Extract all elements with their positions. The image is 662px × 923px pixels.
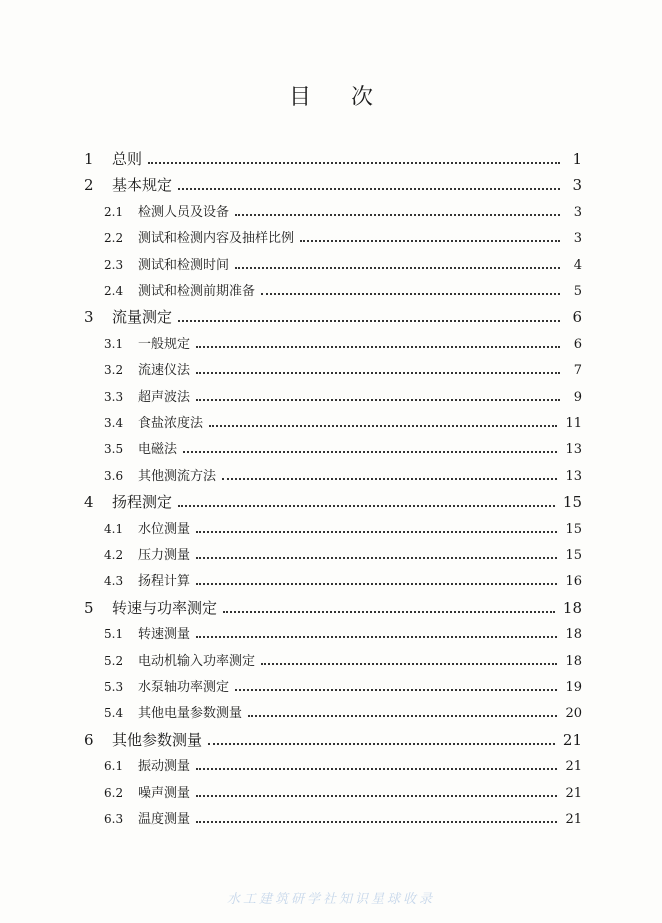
toc-entry-number: 3	[84, 308, 94, 327]
toc-entry-label: 转速测量	[138, 627, 191, 643]
toc-chapter-entry[interactable]	[84, 491, 582, 512]
toc-section-entry[interactable]	[104, 544, 582, 563]
toc-entry-page-number: 11	[565, 416, 582, 431]
toc-entry-number: 4.2	[104, 548, 124, 562]
toc-entry-page-number: 13	[565, 468, 582, 484]
toc-entry-number: 3.1	[104, 336, 124, 351]
toc-entry-page-number: 18	[562, 598, 582, 617]
dot-leader	[300, 240, 560, 242]
toc-entry-number: 5.1	[104, 627, 124, 642]
dot-leader	[196, 768, 557, 770]
toc-entry-number: 3.6	[104, 468, 124, 483]
toc-entry-number: 5.4	[104, 706, 124, 721]
toc-entry-label: 测试和检测内容及抽样比例	[138, 231, 295, 247]
toc-entry-number: 3.4	[104, 416, 124, 430]
toc-entry-page-number: 21	[565, 785, 582, 801]
toc-entry-label: 流速仪法	[138, 363, 191, 379]
dot-leader	[178, 505, 555, 507]
toc-entry-page-number: 18	[565, 653, 582, 669]
toc-entry-label: 基本规定	[112, 176, 173, 195]
dot-leader	[196, 372, 560, 374]
dot-leader	[235, 267, 560, 269]
toc-entry-label: 其他电量参数测量	[138, 706, 243, 722]
toc-entry-label: 检测人员及设备	[138, 204, 230, 220]
toc-entry-number: 2.3	[104, 257, 124, 272]
page-title	[0, 80, 662, 111]
toc-section-entry[interactable]	[104, 702, 582, 721]
toc-entry-number: 4.1	[104, 521, 124, 536]
toc-entry-number: 6.2	[104, 785, 124, 800]
dot-leader	[196, 399, 560, 401]
toc-entry-page-number: 21	[565, 812, 582, 827]
toc-section-entry[interactable]	[104, 438, 582, 457]
dot-leader	[235, 214, 560, 216]
dot-leader	[178, 320, 560, 322]
toc-entry-page-number: 15	[562, 493, 582, 512]
toc-section-entry[interactable]	[104, 280, 582, 299]
dot-leader	[208, 743, 555, 745]
dot-leader	[209, 425, 557, 427]
toc-entry-page-number: 3	[573, 231, 582, 247]
toc-entry-label: 流量测定	[112, 308, 173, 327]
toc-entry-label: 转速与功率测定	[112, 598, 218, 617]
toc-entry-page-number: 5	[573, 284, 582, 299]
toc-entry-page-number: 20	[565, 706, 582, 722]
toc-chapter-entry[interactable]	[84, 306, 582, 327]
toc-entry-number: 3.5	[104, 442, 124, 457]
toc-entry-number: 2	[84, 176, 94, 195]
toc-section-entry[interactable]	[104, 623, 582, 642]
toc-section-entry[interactable]	[104, 412, 582, 431]
dot-leader	[196, 531, 557, 533]
toc-section-entry[interactable]	[104, 518, 582, 537]
toc-entry-label: 总则	[112, 150, 143, 168]
dot-leader	[196, 346, 560, 348]
toc-section-entry[interactable]	[104, 808, 582, 827]
toc-entry-page-number: 18	[565, 627, 582, 643]
toc-entry-page-number: 6	[572, 308, 582, 327]
toc-section-entry[interactable]	[104, 755, 582, 774]
toc-section-entry[interactable]	[104, 676, 582, 695]
toc-entry-page-number: 1	[572, 150, 582, 168]
toc-entry-label: 压力测量	[138, 548, 191, 563]
toc-entry-page-number: 19	[565, 680, 582, 695]
toc-entry-label: 食盐浓度法	[138, 416, 204, 431]
toc-entry-label: 噪声测量	[138, 785, 191, 801]
toc-section-entry[interactable]	[104, 782, 582, 801]
toc-entry-number: 1	[84, 150, 94, 168]
toc-section-entry[interactable]	[104, 386, 582, 405]
toc-section-entry[interactable]	[104, 359, 582, 378]
toc-section-entry[interactable]	[104, 333, 582, 352]
toc-entry-label: 电动机输入功率测定	[138, 653, 256, 669]
toc-entry-label: 超声波法	[138, 389, 191, 405]
toc-entry-number: 4	[84, 493, 94, 512]
toc-entry-page-number: 9	[573, 389, 582, 405]
toc-entry-page-number: 3	[573, 204, 582, 220]
toc-section-entry[interactable]	[104, 650, 582, 669]
toc-section-entry[interactable]	[104, 465, 582, 484]
dot-leader	[178, 188, 560, 190]
watermark: 水工建筑研学社知识星球收录	[226, 892, 435, 907]
toc-entry-label: 水位测量	[138, 521, 191, 537]
dot-leader	[261, 293, 560, 295]
toc-entry-label: 测试和检测前期准备	[138, 284, 256, 299]
toc-entry-number: 4.3	[104, 574, 124, 589]
dot-leader	[248, 715, 557, 717]
toc-entry-page-number: 13	[565, 442, 582, 458]
toc-entry-label: 温度测量	[138, 812, 191, 827]
toc-entry-number: 3.2	[104, 363, 124, 378]
toc-entry-label: 扬程计算	[138, 574, 191, 590]
toc-entry-page-number: 15	[565, 548, 582, 563]
dot-leader	[196, 636, 557, 638]
toc-entry-number: 2.1	[104, 204, 124, 219]
toc-entry-page-number: 6	[573, 336, 582, 352]
dot-leader	[223, 611, 555, 613]
dot-leader	[235, 689, 557, 691]
toc-entry-label: 测试和检测时间	[138, 257, 230, 273]
toc-entry-number: 2.2	[104, 231, 124, 246]
toc-entry-label: 振动测量	[138, 759, 191, 775]
toc-entry-page-number: 16	[565, 574, 582, 590]
dot-leader	[183, 451, 557, 453]
dot-leader	[196, 557, 557, 559]
toc-entry-number: 6	[84, 730, 94, 749]
toc-chapter-entry[interactable]	[84, 174, 582, 195]
toc-chapter-entry[interactable]	[84, 148, 582, 169]
toc-entry-page-number: 3	[572, 176, 582, 195]
toc-entry-label: 其他参数测量	[112, 730, 203, 749]
toc-section-entry[interactable]	[104, 201, 582, 220]
toc-entry-page-number: 21	[565, 759, 582, 775]
dot-leader	[261, 663, 557, 665]
dot-leader	[196, 795, 557, 797]
dot-leader	[196, 583, 557, 585]
toc-entry-number: 5.2	[104, 653, 124, 668]
toc-entry-label: 一般规定	[138, 336, 191, 352]
toc-entry-number: 3.3	[104, 389, 124, 404]
dot-leader	[148, 162, 560, 164]
title-char-right: 次	[351, 85, 374, 110]
toc-chapter-entry[interactable]	[84, 597, 582, 618]
toc-entry-page-number: 7	[573, 363, 582, 379]
toc-entry-label: 电磁法	[138, 442, 178, 458]
toc-entry-page-number: 4	[573, 257, 582, 273]
toc-entry-number: 2.4	[104, 284, 124, 298]
dot-leader	[196, 821, 557, 823]
toc-entry-label: 扬程测定	[112, 493, 173, 512]
toc-entry-page-number: 21	[562, 730, 582, 749]
toc-entry-number: 5	[84, 598, 94, 617]
toc-entry-number: 6.1	[104, 759, 124, 774]
toc-entry-label: 其他测流方法	[138, 468, 217, 484]
dot-leader	[222, 478, 557, 480]
toc-section-entry[interactable]	[104, 254, 582, 273]
toc-entry-label: 水泵轴功率测定	[138, 680, 230, 695]
toc-entry-number: 5.3	[104, 680, 124, 694]
toc-section-entry[interactable]	[104, 570, 582, 589]
toc-entry-page-number: 15	[565, 521, 582, 537]
title-char-left: 目	[288, 85, 311, 110]
toc-chapter-entry[interactable]	[84, 729, 582, 750]
toc-section-entry[interactable]	[104, 227, 582, 246]
toc-entry-number: 6.3	[104, 812, 124, 826]
